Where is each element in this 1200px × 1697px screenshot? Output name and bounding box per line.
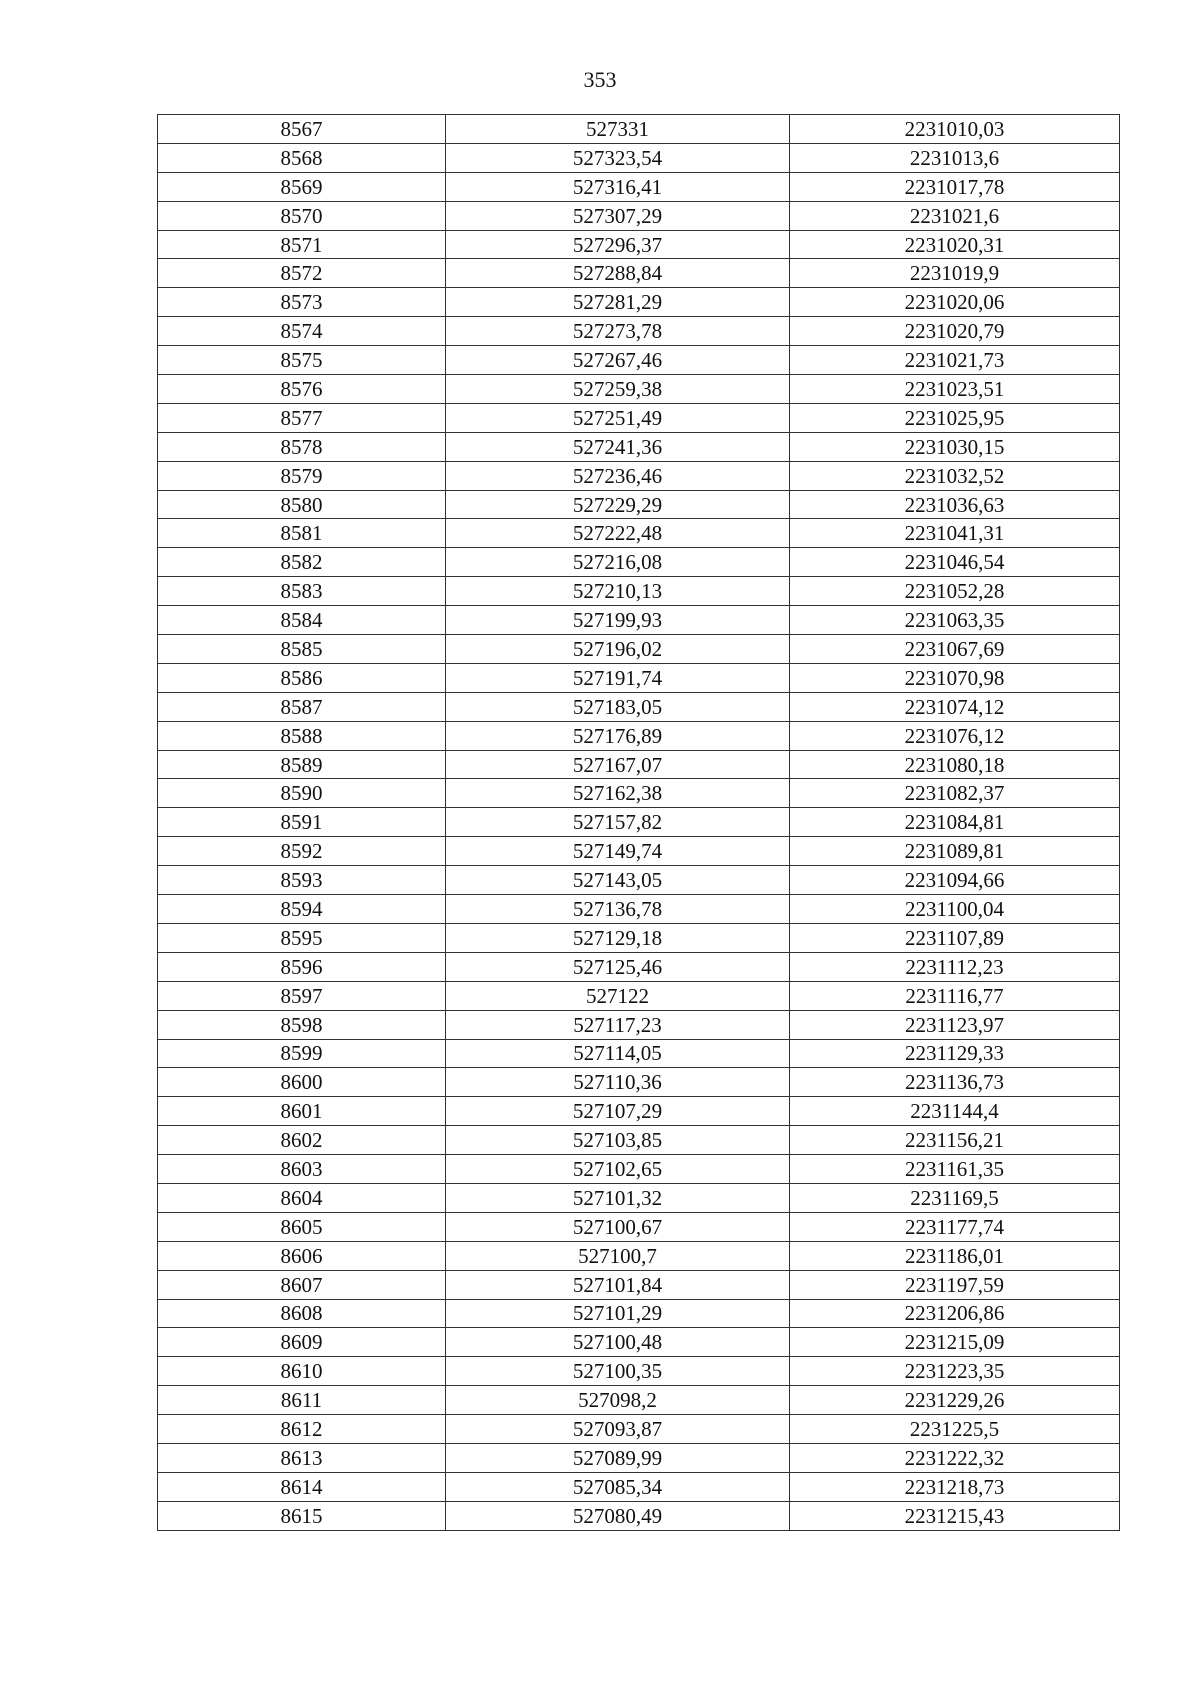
point-number-cell: 8595 xyxy=(158,923,446,952)
table-row xyxy=(158,288,1120,317)
y-coordinate-cell: 2231215,43 xyxy=(790,1501,1120,1530)
point-number-cell: 8568 xyxy=(158,143,446,172)
x-coordinate-cell: 527241,36 xyxy=(446,432,790,461)
point-number-cell: 8605 xyxy=(158,1212,446,1241)
table-row xyxy=(158,201,1120,230)
x-coordinate-cell: 527110,36 xyxy=(446,1068,790,1097)
y-coordinate-cell: 2231013,6 xyxy=(790,143,1120,172)
y-coordinate-cell: 2231021,73 xyxy=(790,346,1120,375)
point-number-cell: 8575 xyxy=(158,346,446,375)
y-coordinate-cell: 2231017,78 xyxy=(790,172,1120,201)
table-row xyxy=(158,635,1120,664)
point-number-cell: 8612 xyxy=(158,1415,446,1444)
point-number-cell: 8611 xyxy=(158,1386,446,1415)
point-number-cell: 8594 xyxy=(158,895,446,924)
y-coordinate-cell: 2231215,09 xyxy=(790,1328,1120,1357)
y-coordinate-cell: 2231084,81 xyxy=(790,808,1120,837)
x-coordinate-cell: 527093,87 xyxy=(446,1415,790,1444)
x-coordinate-cell: 527085,34 xyxy=(446,1472,790,1501)
table-row xyxy=(158,606,1120,635)
y-coordinate-cell: 2231019,9 xyxy=(790,259,1120,288)
x-coordinate-cell: 527080,49 xyxy=(446,1501,790,1530)
table-row xyxy=(158,721,1120,750)
table-row xyxy=(158,375,1120,404)
table-row xyxy=(158,432,1120,461)
point-number-cell: 8589 xyxy=(158,750,446,779)
x-coordinate-cell: 527176,89 xyxy=(446,721,790,750)
y-coordinate-cell: 2231129,33 xyxy=(790,1039,1120,1068)
point-number-cell: 8571 xyxy=(158,230,446,259)
x-coordinate-cell: 527162,38 xyxy=(446,779,790,808)
x-coordinate-cell: 527157,82 xyxy=(446,808,790,837)
point-number-cell: 8584 xyxy=(158,606,446,635)
x-coordinate-cell: 527331 xyxy=(446,115,790,144)
point-number-cell: 8607 xyxy=(158,1270,446,1299)
x-coordinate-cell: 527167,07 xyxy=(446,750,790,779)
table-row xyxy=(158,895,1120,924)
point-number-cell: 8599 xyxy=(158,1039,446,1068)
x-coordinate-cell: 527107,29 xyxy=(446,1097,790,1126)
page-number: 353 xyxy=(583,67,617,92)
point-number-cell: 8587 xyxy=(158,692,446,721)
table-row xyxy=(158,403,1120,432)
table-row xyxy=(158,346,1120,375)
x-coordinate-cell: 527125,46 xyxy=(446,952,790,981)
table-row xyxy=(158,548,1120,577)
y-coordinate-cell: 2231076,12 xyxy=(790,721,1120,750)
x-coordinate-cell: 527251,49 xyxy=(446,403,790,432)
point-number-cell: 8576 xyxy=(158,375,446,404)
x-coordinate-cell: 527307,29 xyxy=(446,201,790,230)
y-coordinate-cell: 2231197,59 xyxy=(790,1270,1120,1299)
x-coordinate-cell: 527143,05 xyxy=(446,866,790,895)
y-coordinate-cell: 2231025,95 xyxy=(790,403,1120,432)
table-row xyxy=(158,1039,1120,1068)
table-row xyxy=(158,1183,1120,1212)
y-coordinate-cell: 2231156,21 xyxy=(790,1126,1120,1155)
x-coordinate-cell: 527122 xyxy=(446,981,790,1010)
table-row xyxy=(158,1097,1120,1126)
table-row xyxy=(158,317,1120,346)
table-row xyxy=(158,259,1120,288)
x-coordinate-cell: 527100,67 xyxy=(446,1212,790,1241)
table-row xyxy=(158,866,1120,895)
point-number-cell: 8608 xyxy=(158,1299,446,1328)
table-row xyxy=(158,1386,1120,1415)
table-row xyxy=(158,461,1120,490)
y-coordinate-cell: 2231030,15 xyxy=(790,432,1120,461)
y-coordinate-cell: 2231070,98 xyxy=(790,663,1120,692)
x-coordinate-cell: 527222,48 xyxy=(446,519,790,548)
point-number-cell: 8590 xyxy=(158,779,446,808)
x-coordinate-cell: 527136,78 xyxy=(446,895,790,924)
x-coordinate-cell: 527101,84 xyxy=(446,1270,790,1299)
table-row xyxy=(158,952,1120,981)
x-coordinate-cell: 527196,02 xyxy=(446,635,790,664)
x-coordinate-cell: 527323,54 xyxy=(446,143,790,172)
table-row xyxy=(158,808,1120,837)
point-number-cell: 8580 xyxy=(158,490,446,519)
table-row xyxy=(158,1299,1120,1328)
x-coordinate-cell: 527267,46 xyxy=(446,346,790,375)
table-row xyxy=(158,1010,1120,1039)
y-coordinate-cell: 2231107,89 xyxy=(790,923,1120,952)
table-row xyxy=(158,692,1120,721)
point-number-cell: 8569 xyxy=(158,172,446,201)
x-coordinate-cell: 527100,35 xyxy=(446,1357,790,1386)
point-number-cell: 8570 xyxy=(158,201,446,230)
y-coordinate-cell: 2231161,35 xyxy=(790,1155,1120,1184)
y-coordinate-cell: 2231225,5 xyxy=(790,1415,1120,1444)
point-number-cell: 8606 xyxy=(158,1241,446,1270)
table-row xyxy=(158,837,1120,866)
point-number-cell: 8567 xyxy=(158,115,446,144)
y-coordinate-cell: 2231136,73 xyxy=(790,1068,1120,1097)
y-coordinate-cell: 2231023,51 xyxy=(790,375,1120,404)
y-coordinate-cell: 2231041,31 xyxy=(790,519,1120,548)
table-row xyxy=(158,1212,1120,1241)
y-coordinate-cell: 2231169,5 xyxy=(790,1183,1120,1212)
table-row xyxy=(158,1270,1120,1299)
x-coordinate-cell: 527210,13 xyxy=(446,577,790,606)
x-coordinate-cell: 527149,74 xyxy=(446,837,790,866)
table-row xyxy=(158,1357,1120,1386)
y-coordinate-cell: 2231046,54 xyxy=(790,548,1120,577)
point-number-cell: 8610 xyxy=(158,1357,446,1386)
x-coordinate-cell: 527229,29 xyxy=(446,490,790,519)
table-row xyxy=(158,172,1120,201)
table-row xyxy=(158,1472,1120,1501)
point-number-cell: 8601 xyxy=(158,1097,446,1126)
y-coordinate-cell: 2231223,35 xyxy=(790,1357,1120,1386)
table-row xyxy=(158,490,1120,519)
y-coordinate-cell: 2231094,66 xyxy=(790,866,1120,895)
point-number-cell: 8579 xyxy=(158,461,446,490)
table-row xyxy=(158,1328,1120,1357)
x-coordinate-cell: 527100,48 xyxy=(446,1328,790,1357)
y-coordinate-cell: 2231036,63 xyxy=(790,490,1120,519)
x-coordinate-cell: 527114,05 xyxy=(446,1039,790,1068)
x-coordinate-cell: 527288,84 xyxy=(446,259,790,288)
y-coordinate-cell: 2231074,12 xyxy=(790,692,1120,721)
y-coordinate-cell: 2231222,32 xyxy=(790,1443,1120,1472)
point-number-cell: 8613 xyxy=(158,1443,446,1472)
point-number-cell: 8591 xyxy=(158,808,446,837)
y-coordinate-cell: 2231052,28 xyxy=(790,577,1120,606)
point-number-cell: 8596 xyxy=(158,952,446,981)
point-number-cell: 8586 xyxy=(158,663,446,692)
point-number-cell: 8574 xyxy=(158,317,446,346)
x-coordinate-cell: 527089,99 xyxy=(446,1443,790,1472)
table-row xyxy=(158,1155,1120,1184)
x-coordinate-cell: 527236,46 xyxy=(446,461,790,490)
x-coordinate-cell: 527199,93 xyxy=(446,606,790,635)
point-number-cell: 8578 xyxy=(158,432,446,461)
y-coordinate-cell: 2231112,23 xyxy=(790,952,1120,981)
table-row xyxy=(158,779,1120,808)
x-coordinate-cell: 527101,32 xyxy=(446,1183,790,1212)
y-coordinate-cell: 2231063,35 xyxy=(790,606,1120,635)
y-coordinate-cell: 2231067,69 xyxy=(790,635,1120,664)
coordinates-table xyxy=(157,114,1120,1531)
y-coordinate-cell: 2231080,18 xyxy=(790,750,1120,779)
x-coordinate-cell: 527103,85 xyxy=(446,1126,790,1155)
x-coordinate-cell: 527183,05 xyxy=(446,692,790,721)
x-coordinate-cell: 527296,37 xyxy=(446,230,790,259)
y-coordinate-cell: 2231206,86 xyxy=(790,1299,1120,1328)
point-number-cell: 8615 xyxy=(158,1501,446,1530)
y-coordinate-cell: 2231089,81 xyxy=(790,837,1120,866)
table-row xyxy=(158,143,1120,172)
point-number-cell: 8581 xyxy=(158,519,446,548)
point-number-cell: 8603 xyxy=(158,1155,446,1184)
x-coordinate-cell: 527100,7 xyxy=(446,1241,790,1270)
x-coordinate-cell: 527273,78 xyxy=(446,317,790,346)
point-number-cell: 8614 xyxy=(158,1472,446,1501)
point-number-cell: 8597 xyxy=(158,981,446,1010)
y-coordinate-cell: 2231010,03 xyxy=(790,115,1120,144)
point-number-cell: 8588 xyxy=(158,721,446,750)
point-number-cell: 8593 xyxy=(158,866,446,895)
table-row xyxy=(158,1443,1120,1472)
table-row xyxy=(158,1126,1120,1155)
table-row xyxy=(158,981,1120,1010)
x-coordinate-cell: 527281,29 xyxy=(446,288,790,317)
point-number-cell: 8592 xyxy=(158,837,446,866)
point-number-cell: 8604 xyxy=(158,1183,446,1212)
table-row xyxy=(158,923,1120,952)
table-row xyxy=(158,577,1120,606)
point-number-cell: 8598 xyxy=(158,1010,446,1039)
x-coordinate-cell: 527098,2 xyxy=(446,1386,790,1415)
point-number-cell: 8572 xyxy=(158,259,446,288)
table-row xyxy=(158,1501,1120,1530)
point-number-cell: 8577 xyxy=(158,403,446,432)
x-coordinate-cell: 527259,38 xyxy=(446,375,790,404)
x-coordinate-cell: 527129,18 xyxy=(446,923,790,952)
table-row xyxy=(158,663,1120,692)
y-coordinate-cell: 2231177,74 xyxy=(790,1212,1120,1241)
point-number-cell: 8600 xyxy=(158,1068,446,1097)
point-number-cell: 8582 xyxy=(158,548,446,577)
point-number-cell: 8609 xyxy=(158,1328,446,1357)
y-coordinate-cell: 2231100,04 xyxy=(790,895,1120,924)
y-coordinate-cell: 2231032,52 xyxy=(790,461,1120,490)
x-coordinate-cell: 527216,08 xyxy=(446,548,790,577)
point-number-cell: 8573 xyxy=(158,288,446,317)
y-coordinate-cell: 2231020,79 xyxy=(790,317,1120,346)
table-row xyxy=(158,750,1120,779)
y-coordinate-cell: 2231144,4 xyxy=(790,1097,1120,1126)
table-row xyxy=(158,1068,1120,1097)
y-coordinate-cell: 2231123,97 xyxy=(790,1010,1120,1039)
table-row xyxy=(158,115,1120,144)
y-coordinate-cell: 2231218,73 xyxy=(790,1472,1120,1501)
x-coordinate-cell: 527316,41 xyxy=(446,172,790,201)
y-coordinate-cell: 2231186,01 xyxy=(790,1241,1120,1270)
point-number-cell: 8583 xyxy=(158,577,446,606)
y-coordinate-cell: 2231082,37 xyxy=(790,779,1120,808)
y-coordinate-cell: 2231020,06 xyxy=(790,288,1120,317)
point-number-cell: 8602 xyxy=(158,1126,446,1155)
table-body xyxy=(158,115,1120,1531)
x-coordinate-cell: 527117,23 xyxy=(446,1010,790,1039)
x-coordinate-cell: 527102,65 xyxy=(446,1155,790,1184)
table-row xyxy=(158,519,1120,548)
table-row xyxy=(158,230,1120,259)
table-row xyxy=(158,1415,1120,1444)
table-row xyxy=(158,1241,1120,1270)
y-coordinate-cell: 2231116,77 xyxy=(790,981,1120,1010)
point-number-cell: 8585 xyxy=(158,635,446,664)
y-coordinate-cell: 2231020,31 xyxy=(790,230,1120,259)
x-coordinate-cell: 527101,29 xyxy=(446,1299,790,1328)
y-coordinate-cell: 2231021,6 xyxy=(790,201,1120,230)
x-coordinate-cell: 527191,74 xyxy=(446,663,790,692)
y-coordinate-cell: 2231229,26 xyxy=(790,1386,1120,1415)
